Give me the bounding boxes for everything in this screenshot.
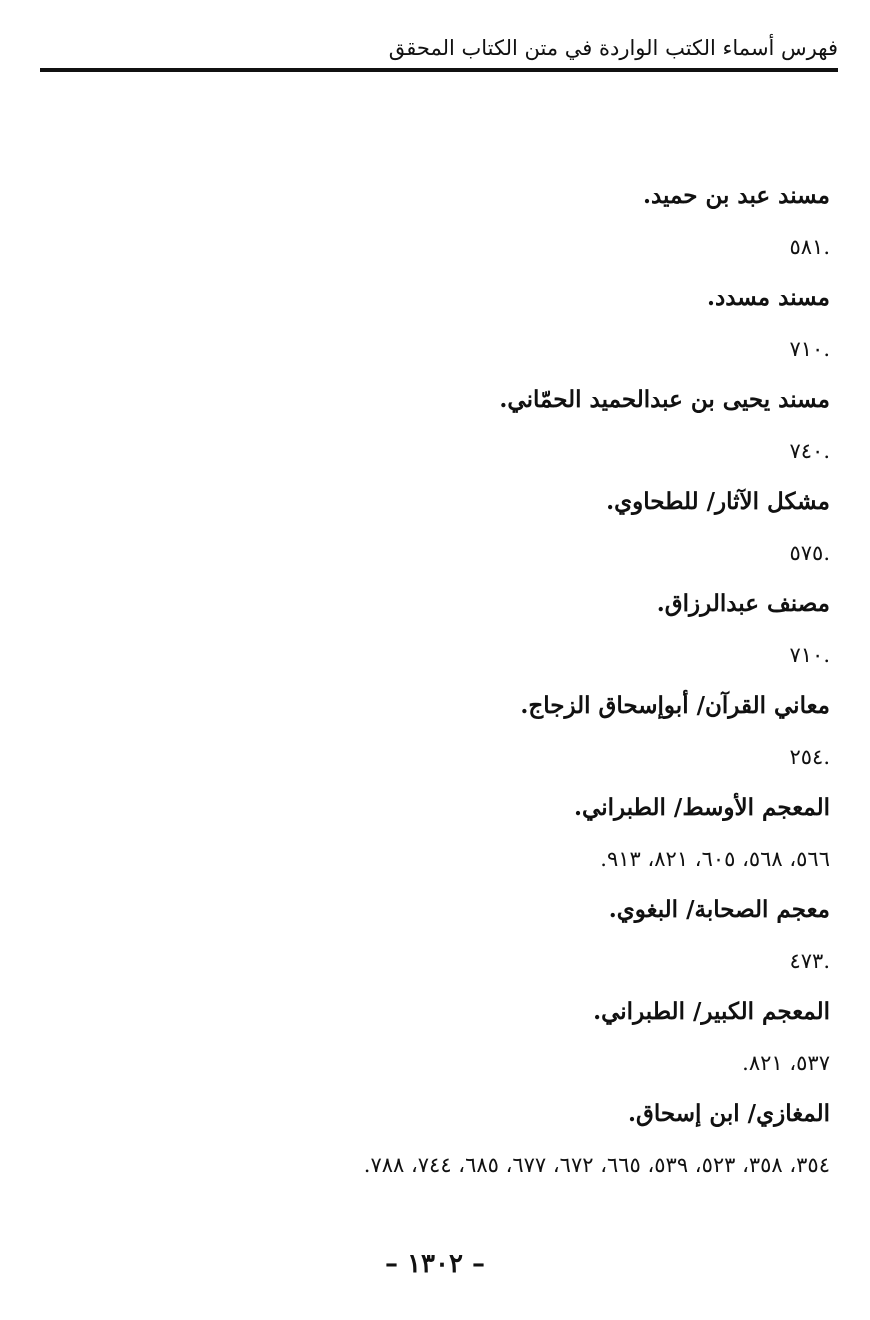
page-references: .٤٧٣ — [789, 949, 830, 973]
book-title: معجم الصحابة/ البغوي. — [608, 896, 830, 923]
page-number: – ١٣٠٢ – — [385, 1249, 485, 1279]
index-entry — [70, 890, 830, 992]
index-entry — [70, 788, 830, 890]
page-references: .٥٨١ — [789, 235, 830, 259]
index-entry — [70, 482, 830, 584]
page-references: .٧٤٠ — [789, 439, 830, 463]
header-rule — [40, 68, 838, 72]
book-title: المغازي/ ابن إسحاق. — [628, 1100, 830, 1127]
book-title: المعجم الكبير/ الطبراني. — [593, 998, 830, 1025]
page-references: .٢٥٤ — [789, 745, 830, 769]
book-title: مسند مسدد. — [706, 284, 830, 311]
page-references: .٧١٠ — [789, 337, 830, 361]
index-entry — [70, 1094, 830, 1196]
running-header — [40, 28, 838, 76]
book-title: مسند يحيى بن عبدالحميد الحمّاني. — [499, 386, 830, 413]
index-entry — [70, 278, 830, 380]
book-title: المعجم الأوسط/ الطبراني. — [574, 794, 830, 821]
page-references: .٧١٠ — [789, 643, 830, 667]
page-references: .٥٧٥ — [789, 541, 830, 565]
book-title: معاني القرآن/ أبوإسحاق الزجاج. — [520, 692, 830, 719]
page-references: ٥٦٦، ٥٦٨، ٦٠٥، ٨٢١، ٩١٣. — [600, 847, 830, 871]
index-entry — [70, 380, 830, 482]
page-references: ٥٣٧، ٨٢١. — [742, 1051, 830, 1075]
page-footer — [0, 1246, 870, 1282]
book-title: مصنف عبدالرزاق. — [656, 590, 830, 617]
book-title: مشكل الآثار/ للطحاوي. — [606, 488, 830, 515]
index-entry — [70, 176, 830, 278]
header-title: فهرس أسماء الكتب الواردة في متن الكتاب المحقق — [388, 36, 838, 60]
page-references: ٣٥٤، ٣٥٨، ٥٢٣، ٥٣٩، ٦٦٥، ٦٧٢، ٦٧٧، ٦٨٥، ٧٤٤، ٧٨٨. — [363, 1153, 830, 1177]
book-title: مسند عبد بن حميد. — [642, 182, 830, 209]
index-list — [70, 176, 830, 1196]
index-entry — [70, 686, 830, 788]
index-entry — [70, 992, 830, 1094]
index-entry — [70, 584, 830, 686]
